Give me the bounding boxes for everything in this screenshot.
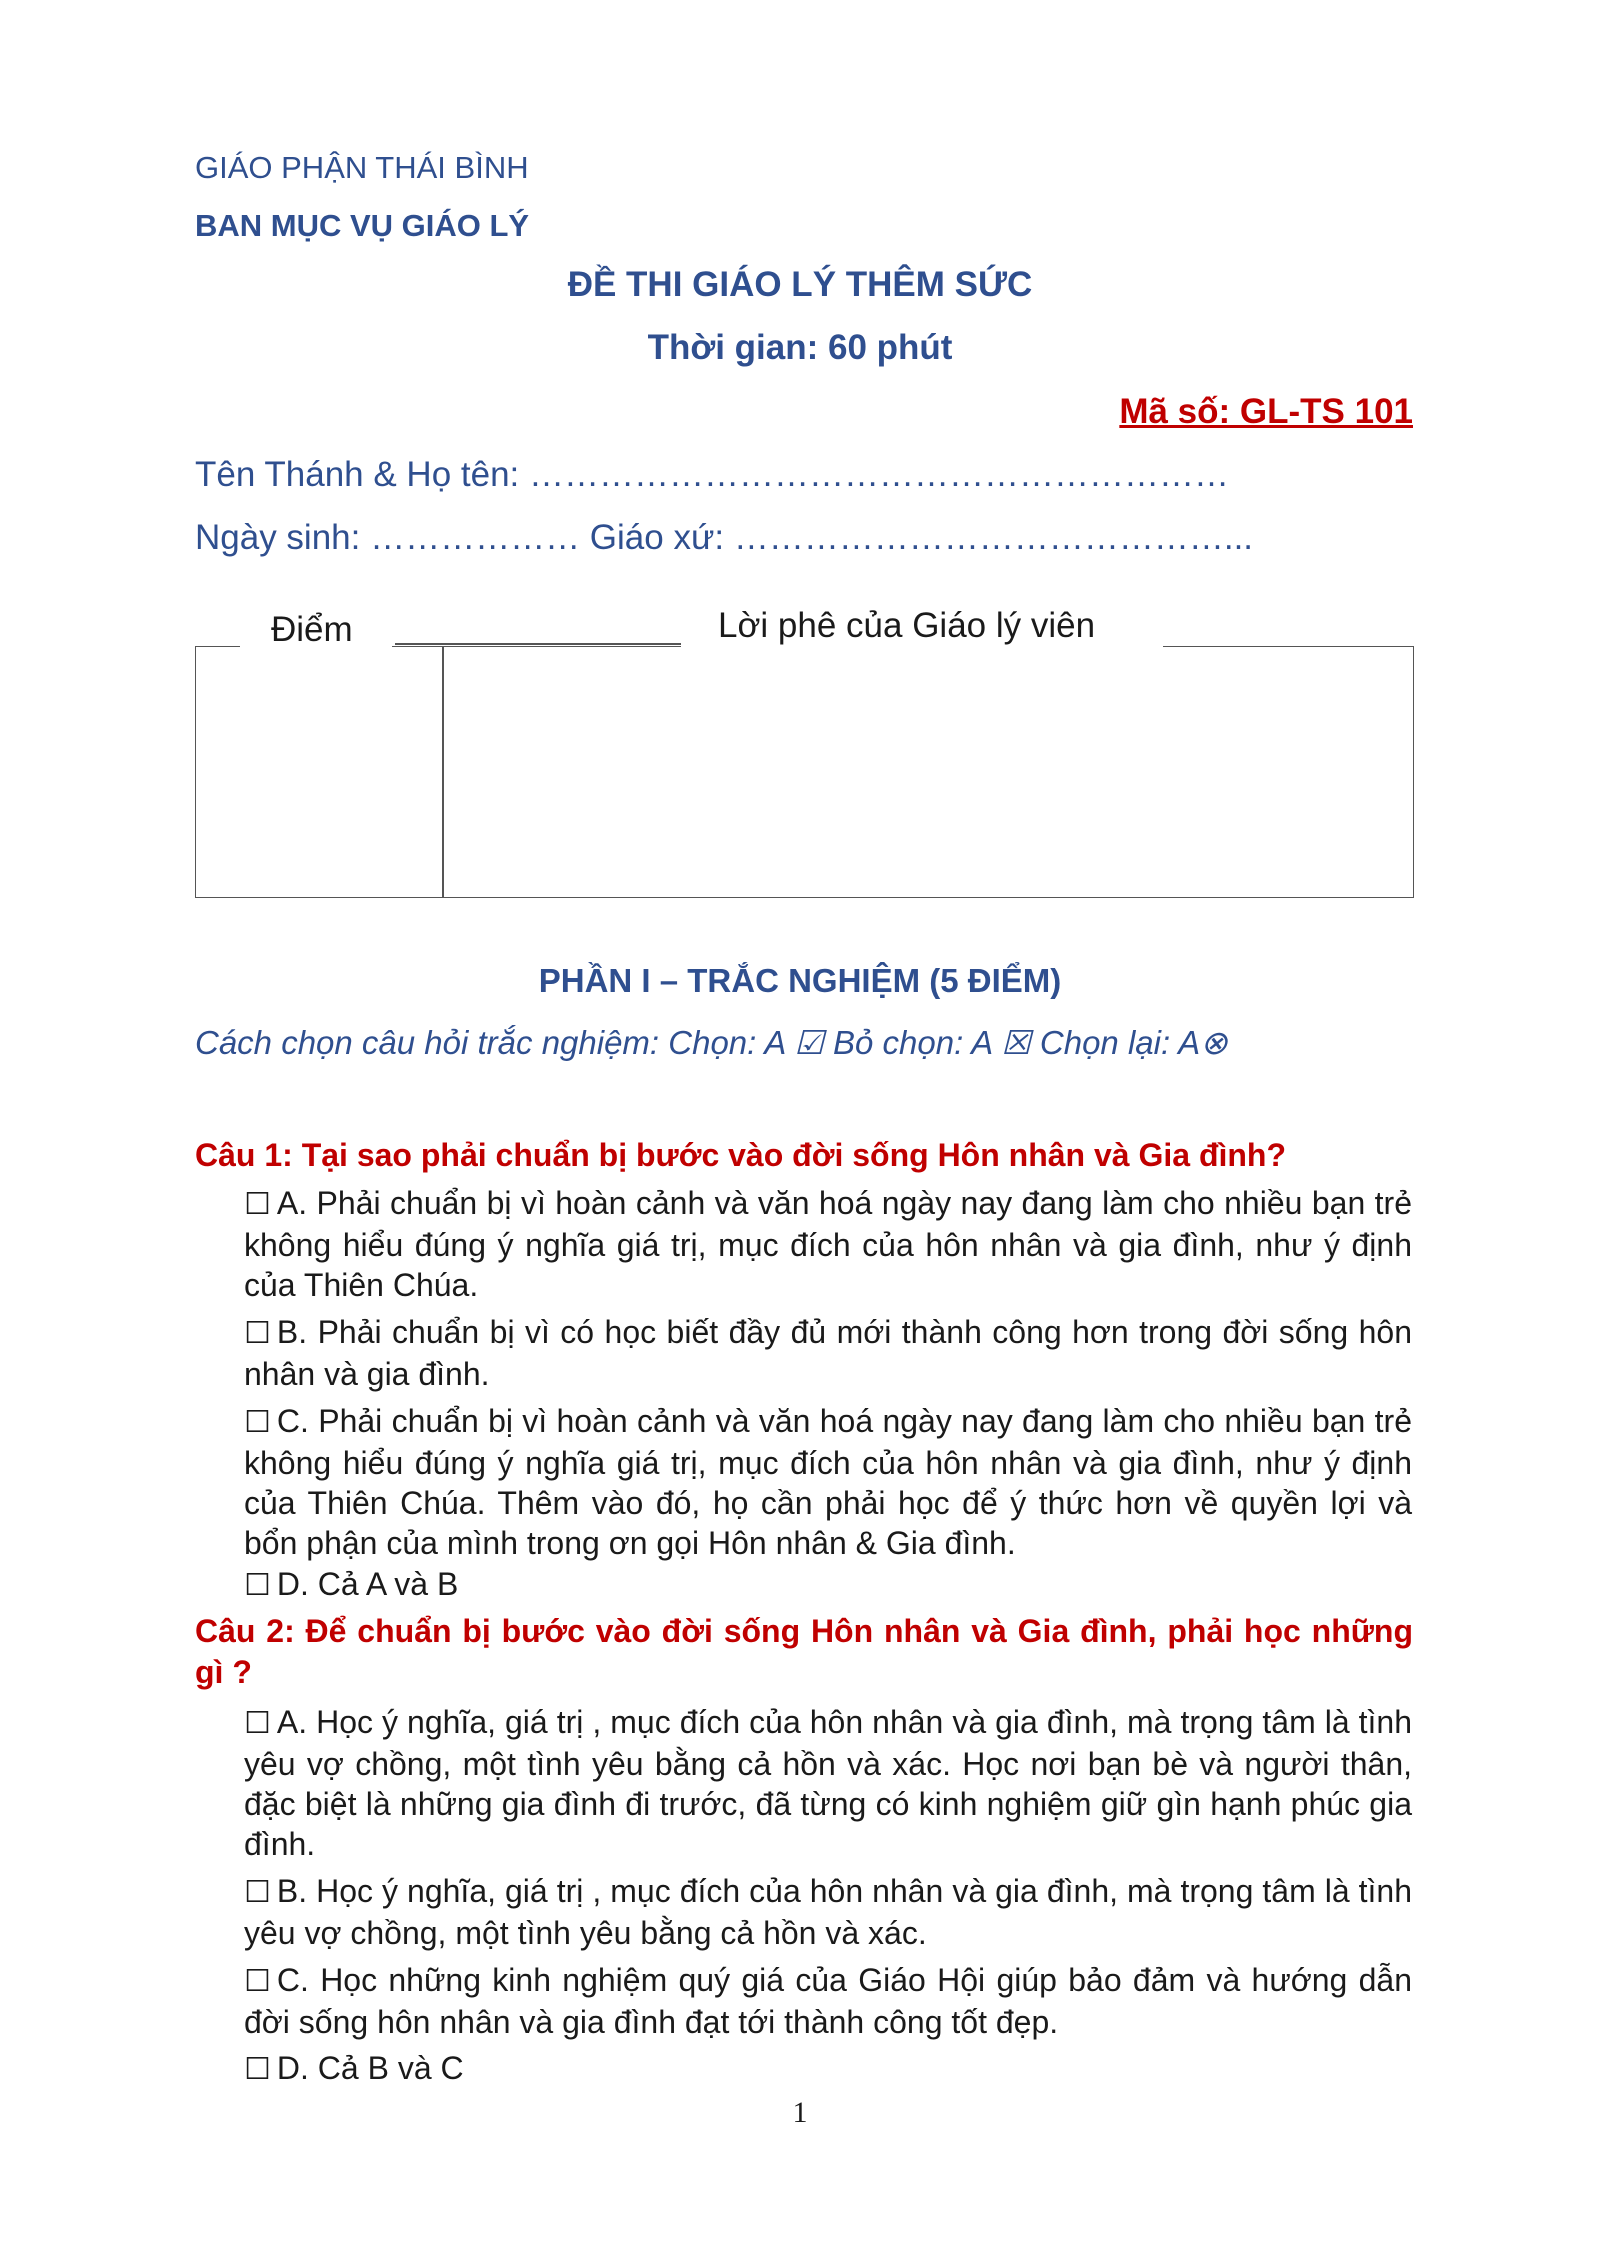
checkbox-icon[interactable]: ☐ (244, 1316, 271, 1351)
score-divider (442, 646, 444, 898)
q2-option-a[interactable]: ☐ A. Học ý nghĩa, giá trị , mục đích của hôn nhân và gia đình, mà trọng tâm là tình yêu vợ chồng, một tình yêu bằng cả hồn và xác. Học nơi bạn bè và người thân, đặc biệt là những gia đình đi trước, đã từng có kinh nghiệm giữ gìn hạnh phúc gia đình. (244, 1704, 1412, 1862)
page-number: 1 (792, 2096, 808, 2129)
q1-option-c[interactable]: ☐ C. Phải chuẩn bị vì hoàn cảnh và văn hoá ngày nay đang làm cho nhiều bạn trẻ không hiểu đúng ý nghĩa giá trị, mục đích của hôn nhân và gia đình, như ý định của Thiên Chúa. Thêm vào đó, họ cần phải học để ý thức hơn về quyền lợi và bổn phận của mình trong ơn gọi Hôn nhân & Gia đình. (244, 1403, 1412, 1561)
checkbox-icon[interactable]: ☐ (244, 1706, 271, 1741)
q2-option-c[interactable]: ☐ C. Học những kinh nghiệm quý giá của Giáo Hội giúp bảo đảm và hướng dẫn đời sống hôn nhân và gia đình đạt tới thành công tốt đẹp. (244, 1962, 1412, 2040)
score-label: Điểm (271, 610, 353, 649)
comment-label: Lời phê của Giáo lý viên (718, 606, 1096, 645)
q1-option-d[interactable]: ☐ D. Cả A và B (244, 1566, 459, 1603)
score-input-area[interactable] (197, 660, 440, 894)
question-1: Câu 1: Tại sao phải chuẩn bị bước vào đời sống Hôn nhân và Gia đình? (195, 1137, 1287, 1173)
diocese-name: GIÁO PHẬN THÁI BÌNH (195, 150, 529, 185)
q2-option-d[interactable]: ☐ D. Cả B và C (244, 2050, 464, 2087)
q1-option-a[interactable]: ☐ A. Phải chuẩn bị vì hoàn cảnh và văn hoá ngày nay đang làm cho nhiều bạn trẻ không hiểu đúng ý nghĩa giá trị, mục đích của hôn nhân và gia đình, như ý định của Thiên Chúa. (244, 1185, 1412, 1303)
checkbox-icon[interactable]: ☐ (244, 2052, 271, 2087)
exam-duration: Thời gian: 60 phút (647, 328, 953, 367)
office-name: BAN MỤC VỤ GIÁO LÝ (195, 208, 530, 243)
q2-option-b[interactable]: ☐ B. Học ý nghĩa, giá trị , mục đích của hôn nhân và gia đình, mà trọng tâm là tình yêu vợ chồng, một tình yêu bằng cả hồn và xác. (244, 1873, 1412, 1951)
checkbox-icon[interactable]: ☐ (244, 1187, 271, 1222)
checkbox-icon[interactable]: ☐ (244, 1568, 271, 1603)
exam-title: ĐỀ THI GIÁO LÝ THÊM SỨC (567, 265, 1033, 304)
question-2: Câu 2: Để chuẩn bị bước vào đời sống Hôn nhân và Gia đình, phải học những gì ? (195, 1613, 1413, 1690)
checkbox-icon[interactable]: ☐ (244, 1405, 271, 1440)
comment-input-area[interactable] (445, 660, 1410, 894)
selection-instructions: Cách chọn câu hỏi trắc nghiệm: Chọn: A ☑ Bỏ chọn: A ☒ Chọn lại: A⊗ (195, 1024, 1228, 1061)
section-title: PHẦN I – TRẮC NGHIỆM (5 ĐIỂM) (538, 962, 1062, 999)
birth-parish-field[interactable]: Ngày sinh: ……………… Giáo xứ: ……………………………………... (195, 518, 1254, 557)
checkbox-icon[interactable]: ☐ (244, 1875, 271, 1910)
checkbox-icon[interactable]: ☐ (244, 1964, 271, 1999)
name-field[interactable]: Tên Thánh & Họ tên: …………………………………………………… (195, 455, 1230, 494)
q1-option-b[interactable]: ☐ B. Phải chuẩn bị vì có học biết đầy đủ mới thành công hơn trong đời sống hôn nhân và gia đình. (244, 1314, 1412, 1392)
exam-code: Mã số: GL-TS 101 (1119, 392, 1413, 431)
